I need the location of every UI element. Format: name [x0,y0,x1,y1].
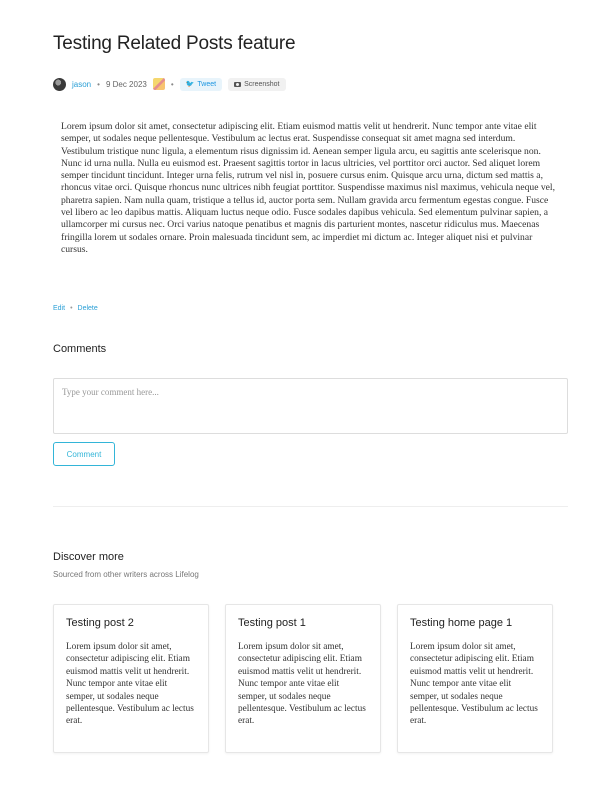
meta-separator: • [97,79,100,89]
related-post-card[interactable] [397,604,553,753]
camera-icon [234,82,241,87]
card-title[interactable]: Testing home page 1 [410,617,513,629]
tweet-label: Tweet [197,80,217,88]
comments-heading: Comments [53,343,107,355]
card-excerpt: Lorem ipsum dolor sit amet, consectetur adipiscing elit. Etiam euismod mattis velit ut hendrerit. Nunc tempor ante vitae elit semper, ut sodales neque pellentesque. Vestibulum ac lectus erat. [410,642,538,727]
discover-subheading: Sourced from other writers across Lifelog [53,570,199,579]
post-meta [53,76,286,92]
comment-input[interactable] [53,378,568,434]
screenshot-label: Screenshot [244,80,280,88]
edit-link[interactable]: Edit [53,305,66,312]
card-excerpt: Lorem ipsum dolor sit amet, consectetur adipiscing elit. Etiam euismod mattis velit ut hendrerit. Nunc tempor ante vitae elit semper, ut sodales neque pellentesque. Vestibulum ac lectus erat. [66,642,194,727]
section-divider [53,506,568,507]
meta-separator: • [170,79,174,89]
discover-heading: Discover more [53,551,124,563]
comment-button[interactable]: Comment [53,442,115,466]
twitter-bird-icon: 🐦 [185,81,195,88]
action-separator: • [70,305,73,312]
tweet-button[interactable] [180,78,222,91]
emoji-badge-icon [153,78,165,90]
card-excerpt: Lorem ipsum dolor sit amet, consectetur adipiscing elit. Etiam euismod mattis velit ut hendrerit. Nunc tempor ante vitae elit semper, ut sodales neque pellentesque. Vestibulum ac lectus erat. [238,642,366,727]
post-actions [53,305,98,312]
delete-link[interactable]: Delete [77,305,98,312]
post-body: Lorem ipsum dolor sit amet, consectetur adipiscing elit. Etiam euismod mattis velit ut hendrerit. Nunc tempor ante vitae elit semper, ut sodales neque pellentesque. Vestibulum ac lectus erat. Suspendisse consequat sit amet magna sed interdum. Vestibulum tristique nunc ligula, a elementum risus dignissim id. Aenean semper ligula arcu, eu sagittis ante scelerisque non. Nunc id urna nulla. Nulla eu euismod est. Praesent sagittis tortor in lacus ultricies, vel porttitor orci auctor. Sed aliquet lorem semper tincidunt tincidunt. Integer urna felis, rutrum vel nisl in, posuere cursus enim. Quisque arcu urna, dictum sed mattis a, rhoncus vitae orci. Quisque rhoncus nunc ultrices nibh feugiat porttitor. Suspendisse maximus nisl maximus, vehicula neque vel, pharetra sapien. Nam nulla quam, tristique a tellus id, auctor porta sem. Nullam gravida arcu fermentum egestas congue. Fusce vel libero ac leo dapibus mattis. Aliquam luctus neque odio. Fusce sodales dapibus vehicula. Sed elementum pulvinar sapien, a ullamcorper mi cursus nec. Orci varius natoque penatibus et magnis dis parturient montes, nascetur ridiculus mus. Maecenas fringilla lorem ut sodales ornare. Proin malesuada tincidunt sem, ac imperdiet mi dictum ac. Integer aliquet nisi et pulvinar cursus. [61,121,555,255]
related-post-card[interactable] [53,604,209,753]
related-post-card[interactable] [225,604,381,753]
author-link[interactable]: jason [72,79,92,89]
card-title[interactable]: Testing post 1 [238,617,306,629]
post-title: Testing Related Posts feature [53,33,296,54]
post-date: 9 Dec 2023 [105,79,147,89]
card-title[interactable]: Testing post 2 [66,617,134,629]
author-avatar[interactable] [53,78,66,91]
screenshot-button[interactable] [228,78,285,91]
